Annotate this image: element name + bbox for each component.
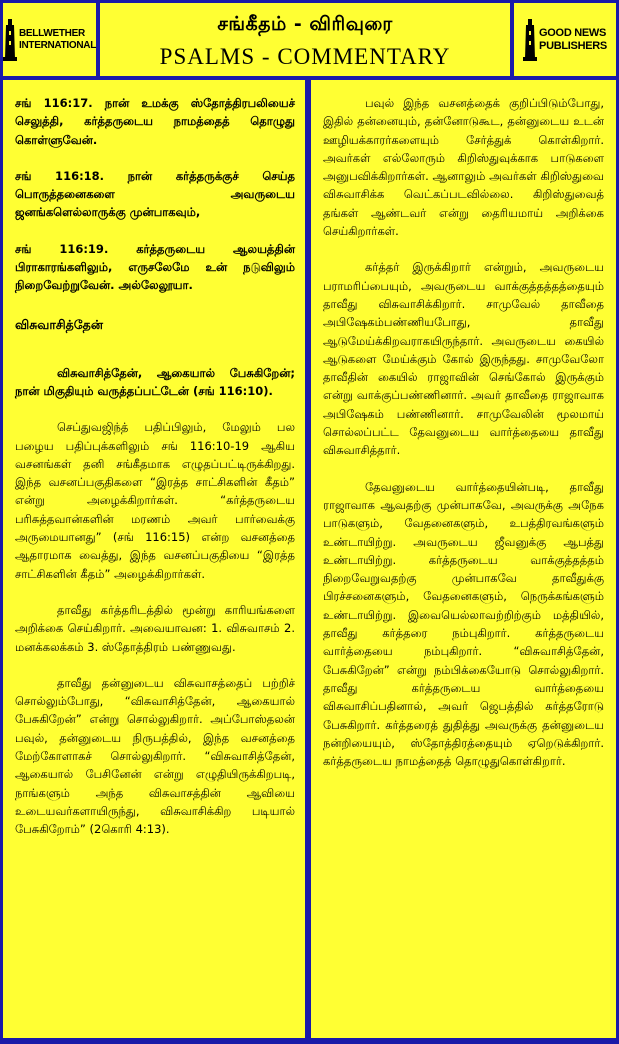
logo-right-line1: GOOD NEWS: [539, 26, 607, 39]
good-news-logo-text: [539, 27, 607, 53]
title-block: [100, 3, 510, 76]
right-paragraph-3: தேவனுடைய வார்த்தையின்படி, தாவீது ராஜாவாக ஆவதற்கு முன்பாகவே, அவருக்கு அநேக பாடுகளும், வேதனைகளும், உபத்திரவங்களும் உண்டாயிற்று. அவருடைய ஜீவனுக்கு ஆபத்து உண்டாயிற்று. கர்த்தருடைய வாக்குத்தத்தம் நிறைவேறுவதற்கு முன்பாகவே தாவீதுக்கு பிரச்சனைகளும், வேதனைகளும், நெருக்கங்களும் உண்டாயிற்று. இவையெல்லாவற்றிற்கும் மத்தியில், தாவீது கர்த்தரை நம்புகிறார். கர்த்தருடைய வார்த்தையை நம்புகிறார். “விசுவாசித்தேன், பேசுகிறேன்” என்று நம்பிக்கையோடு சொல்லுகிறார். தாவீது கர்த்தருடைய வார்த்தையை விசுவாசிப்பதினால், அவர் ஜெபத்தில் கர்த்தரோடு பேசுகிறார். கர்த்தரைத் துதித்து அவருக்கு தன்னுடைய நன்றியையும், ஸ்தோத்திரத்தையும் ஏறெடுக்கிறார். கர்த்தருடைய நாமத்தைத் தொழுதுகொள்கிறார்.: [323, 479, 604, 769]
left-paragraph-1: செப்துவஜிந்த் பதிப்பிலும், மேலும் பல பழைய பதிப்புக்களிலும் சங் 116:10-19 ஆகிய வசனங்கள் தனி சங்கீதமாக எழுதப்பட்டிருக்கிறது. இந்த வசனப்பகுதிகளை “இரத்த சாட்சிகளின் கீதம்” என்று அழைக்கிறார்கள். “கர்த்தருடைய பரிசுத்தவான்களின் மரணம் அவர் பார்வைக்கு அருமையானது” (சங் 116:15) என்ற வசனத்தை ஆதாரமாக வைத்து, இந்த வசனப்பகுதியை “இரத்த சாட்சிகளின் கீதம்” அழைக்கிறார்கள்.: [15, 420, 295, 581]
logo-left-line2: INTERNATIONAL: [18, 39, 97, 51]
left-column: [3, 80, 305, 1038]
section-heading: விசுவாசித்தேன்: [15, 316, 103, 332]
right-paragraph-2: கர்த்தர் இருக்கிறார் என்றும், அவருடைய பராமரிப்பையும், அவருடைய வாக்குத்தத்தத்தையும் தாவீது விசுவாசிக்கிறார். சாமுவேல் தாவீதை அபிஷேகம்பண்ணியபோது, தாவீது ஆடுமேய்க்கிறவராகயிருந்தார். அவருடைய கையில் ஆடுகளை மேய்க்கும் கோல் இருந்தது. சாமுவேலோ தாவீதின் கையில் ராஜாவின் செங்கோல் இருக்கும் என்று வாக்குப்பண்ணினார். அவர் தாவீதை ராஜாவாக அபிஷேகம் பண்ணினார். சாமுவேலின் மூலமாய் சொல்லப்பட்ட தேவனுடைய வார்த்தையை தாவீது விசுவாசித்தார்.: [323, 260, 604, 458]
left-paragraph-2: தாவீது கர்த்தரிடத்தில் மூன்று காரியங்களை அறிக்கை செய்கிறார். அவையாவன: 1. விசுவாசம் 2. மனக்கலக்கம் 3. ஸ்தோத்திரம் பண்ணுவது.: [15, 602, 295, 654]
title-tamil: சங்கீதம் - விரிவுரை: [217, 13, 393, 35]
tower-icon: [523, 19, 537, 61]
logo-left-line1: BELLWETHER: [18, 27, 85, 39]
tower-icon: [3, 19, 17, 61]
bellwether-logo-text: [19, 28, 96, 52]
left-paragraph-3: தாவீது தன்னுடைய விசுவாசத்தைப் பற்றிச் சொல்லும்போது, “விசுவாசித்தேன், ஆகையால் பேசுகிறேன்” என்று சொல்லுகிறார். அப்போஸ்தலன் பவுல், தன்னுடைய நிருபத்தில், இந்த வசனத்தை மேற்கோளாகச் சொல்லுகிறார். “விசுவாசித்தேன், ஆகையால் பேசினேன் என்று எழுதியிருக்கிறபடி, நாங்களும் அந்த விசுவாசத்தின் ஆவியை உடையவர்களாயிருந்து, விசுவாசிக்கிற படியால் பேசுகிறோம்” (2கொரி 4:13).: [15, 675, 295, 837]
right-paragraph-1: பவுல் இந்த வசனத்தைக் குறிப்பிடும்போது, இதில் தன்னையும், தன்னோடுகூட, தன்னுடைய உடன் ஊழியக்காரர்களையும் சேர்த்துக் கொள்கிறார். அவர்கள் எல்லோரும் கிறிஸ்துவுக்காக பாடுகளை அனுபவிக்கிறார்கள். ஆனாலும் அவர்கள் கிறிஸ்துவை விசுவாசிக்க வெட்கப்படவில்லை. கிறிஸ்துவைத் தங்கள் ஆண்டவர் என்று தைரியமாய் அறிக்கை செய்கிறார்கள்.: [323, 96, 604, 239]
right-column: [311, 80, 616, 1038]
logo-right-line2: PUBLISHERS: [539, 39, 607, 52]
verse-116-19: சங் 116:19. கர்த்தருடைய ஆலயத்தின் பிராகாரங்களிலும், எருசலேமே உன் நடுவிலும் நிறைவேற்றுவேன். அல்லேலூயா.: [15, 241, 295, 293]
bellwether-logo: [3, 3, 96, 76]
title-english: PSALMS - COMMENTARY: [159, 44, 451, 69]
good-news-logo: [514, 3, 616, 76]
verse-116-18: சங் 116:18. நான் கர்த்தருக்குச் செய்த பொருத்தனைகளை அவருடைய ஜனங்களெல்லாருக்கு முன்பாகவும்,: [15, 168, 295, 220]
header: [3, 3, 616, 76]
key-verse: விசுவாசித்தேன், ஆகையால் பேசுகிறேன்; நான் மிகுதியும் வருத்தப்பட்டேன் (சங் 116:10).: [15, 365, 295, 398]
verse-116-17: சங் 116:17. நான் உமக்கு ஸ்தோத்திரபலியைச் செலுத்தி, கர்த்தருடைய நாமத்தைத் தொழுது கொள்ளுவேன்.: [15, 96, 295, 147]
